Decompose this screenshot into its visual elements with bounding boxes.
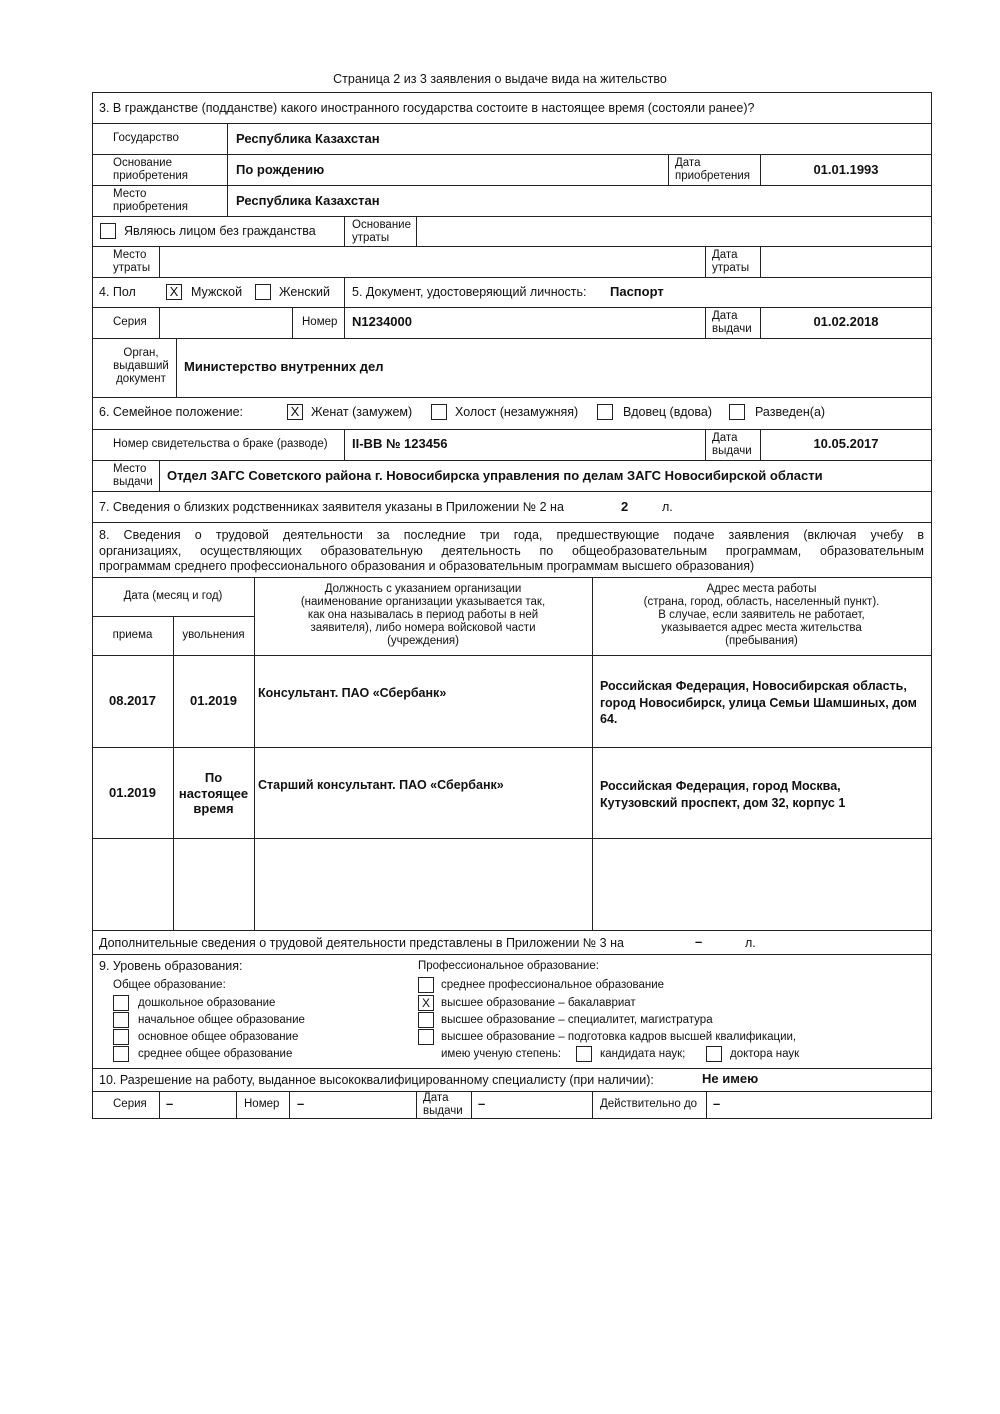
hline <box>92 338 932 339</box>
vline <box>705 429 706 460</box>
permit-valid-label: Действительно до <box>600 1098 698 1110</box>
issuer-value[interactable]: Министерство внутренних дел <box>184 359 384 374</box>
hline <box>92 429 932 430</box>
row1-leave[interactable]: 01.2019 <box>190 693 237 708</box>
vline <box>236 1091 237 1118</box>
education-label: 9. Уровень образования: <box>99 959 243 973</box>
hline <box>92 491 932 492</box>
candidate-checkbox[interactable] <box>576 1046 592 1062</box>
permit-date-label: Дата выдачи <box>423 1092 463 1117</box>
number-label: Номер <box>302 316 338 328</box>
basis-value[interactable]: По рождению <box>236 162 325 177</box>
preschool-checkbox[interactable] <box>113 995 129 1011</box>
series-label: Серия <box>113 316 147 328</box>
primary-checkbox[interactable] <box>113 1012 129 1028</box>
row2-address[interactable] <box>600 778 845 811</box>
permit-value[interactable]: Не имею <box>702 1071 759 1086</box>
cert-place-value[interactable]: Отдел ЗАГС Советского района г. Новосибирска управления по делам ЗАГС Новосибирской области <box>167 468 823 483</box>
cert-place-label: Место выдачи <box>113 463 153 488</box>
hline <box>92 460 932 461</box>
cert-date-value[interactable]: 10.05.2017 <box>813 436 879 451</box>
divorced-label: Разведен(а) <box>755 405 826 419</box>
permit-valid-value[interactable]: – <box>713 1096 721 1111</box>
work-intro-line-3: программам среднего профессионального образования и образовательным программам высшего образования) <box>99 559 755 573</box>
address-header-line: (пребывания) <box>725 635 798 647</box>
vline <box>344 307 345 338</box>
professional-education-label: Профессиональное образование: <box>418 960 599 972</box>
hline <box>92 747 932 748</box>
loss-basis-label: Основание утраты <box>352 219 411 244</box>
hline <box>92 154 932 155</box>
candidate-label: кандидата наук; <box>600 1048 686 1060</box>
vline <box>344 216 345 246</box>
address-header-line: (страна, город, область, населенный пункт). <box>643 596 880 608</box>
hline <box>92 577 932 578</box>
row1-hire[interactable]: 08.2017 <box>109 693 156 708</box>
vline <box>176 338 177 397</box>
vline <box>292 307 293 338</box>
stateless-label: Являюсь лицом без гражданства <box>124 224 316 238</box>
widowed-checkbox[interactable] <box>597 404 613 420</box>
additional-work-count[interactable]: – <box>695 934 703 949</box>
work-intro-line-2: организациях, осуществляющих образовательную деятельность по общеобразовательным программам, образовательным <box>99 544 924 558</box>
row2-address-line: Российская Федерация, город Москва, <box>600 779 841 793</box>
number-value[interactable]: N1234000 <box>352 314 412 329</box>
vline <box>344 277 345 307</box>
hline <box>92 397 932 398</box>
row1-address[interactable] <box>600 678 917 728</box>
hline <box>92 655 932 656</box>
relatives-text: 7. Сведения о близких родственниках заявителя указаны в Приложении № 2 на <box>99 500 564 514</box>
place-acquisition-label: Место приобретения <box>113 188 188 213</box>
gender-label: 4. Пол <box>99 285 136 299</box>
bachelor-label: высшее образование – бакалавриат <box>441 997 636 1009</box>
bachelor-checkbox[interactable]: X <box>418 995 434 1011</box>
basic-label: основное общее образование <box>138 1031 299 1043</box>
doctor-checkbox[interactable] <box>706 1046 722 1062</box>
vline <box>159 460 160 491</box>
position-header <box>254 583 592 648</box>
relatives-unit: л. <box>662 500 673 514</box>
hline <box>92 246 932 247</box>
issue-date-value[interactable]: 01.02.2018 <box>813 314 879 329</box>
widowed-label: Вдовец (вдова) <box>623 405 713 419</box>
hline <box>92 123 932 124</box>
position-header-line: (учреждения) <box>387 635 459 647</box>
vline <box>592 1091 593 1118</box>
address-header-line: В случае, если заявитель не работает, <box>658 609 865 621</box>
permit-series-label: Серия <box>113 1098 147 1110</box>
citizenship-question: 3. В гражданстве (подданстве) какого иностранного государства состоите в настоящее время (состояли ранее)? <box>99 101 755 115</box>
secondary-checkbox[interactable] <box>113 1046 129 1062</box>
vline <box>471 1091 472 1118</box>
permit-number-label: Номер <box>244 1098 280 1110</box>
postgraduate-checkbox[interactable] <box>418 1029 434 1045</box>
vline <box>760 246 761 277</box>
row2-leave-line: настоящее <box>178 785 249 801</box>
loss-place-label: Место утраты <box>113 249 151 274</box>
vocational-checkbox[interactable] <box>418 977 434 993</box>
degree-label: имею ученую степень: <box>441 1048 562 1060</box>
married-label: Женат (замужем) <box>311 405 413 419</box>
vline <box>705 246 706 277</box>
male-checkbox[interactable]: X <box>166 284 182 300</box>
issue-date-label: Дата выдачи <box>712 310 752 335</box>
position-header-line: заявителя), либо номера войсковой части <box>310 622 536 634</box>
address-header <box>592 583 931 648</box>
row2-hire[interactable]: 01.2019 <box>109 785 156 800</box>
marriage-cert-label: Номер свидетельства о браке (разводе) <box>113 438 328 450</box>
hline <box>92 930 932 931</box>
permit-date-value[interactable]: – <box>478 1096 486 1111</box>
row1-address-line: 64. <box>600 712 618 726</box>
cert-date-label: Дата выдачи <box>712 432 752 457</box>
hline <box>92 838 932 839</box>
additional-work-text: Дополнительные сведения о трудовой деятельности представлены в Приложении № 3 на <box>99 936 624 950</box>
leave-header: увольнения <box>182 629 245 641</box>
loss-date-label: Дата утраты <box>712 249 750 274</box>
hline <box>92 307 932 308</box>
position-header-line: (наименование организации указывается так, <box>300 596 546 608</box>
acquisition-date-label: Дата приобретения <box>675 157 750 182</box>
doctor-label: доктора наук <box>730 1048 800 1060</box>
row2-leave-line: По <box>204 770 223 785</box>
hline <box>92 92 932 93</box>
female-label: Женский <box>279 285 330 299</box>
permit-number-value[interactable]: – <box>297 1096 305 1111</box>
place-acquisition-value[interactable]: Республика Казахстан <box>236 193 380 208</box>
vline <box>706 1091 707 1118</box>
row1-address-line: город Новосибирск, улица Семьи Шамшиных, дом <box>600 695 917 710</box>
basic-checkbox[interactable] <box>113 1029 129 1045</box>
marriage-cert-value[interactable]: II-BB № 123456 <box>352 436 448 451</box>
vline <box>159 307 160 338</box>
hline <box>92 216 932 217</box>
single-checkbox[interactable] <box>431 404 447 420</box>
row2-leave[interactable] <box>173 770 254 817</box>
additional-work-unit: л. <box>745 936 756 950</box>
vline <box>668 154 669 185</box>
single-label: Холост (незамужняя) <box>455 405 579 419</box>
vline <box>159 1091 160 1118</box>
vline <box>705 307 706 338</box>
basis-label: Основание приобретения <box>113 157 188 182</box>
secondary-label: среднее общее образование <box>138 1048 293 1060</box>
identity-doc-value[interactable]: Паспорт <box>610 284 664 299</box>
row1-position[interactable]: Консультант. ПАО «Сбербанк» <box>258 686 447 700</box>
address-header-line: Адрес места работы <box>706 583 817 595</box>
male-label: Мужской <box>191 285 243 299</box>
work-intro-line-1: 8. Сведения о трудовой деятельности за последние три года, предшествующие подаче заявления (включая учебу в <box>99 528 924 542</box>
hline <box>92 1118 932 1119</box>
acquisition-date-value[interactable]: 01.01.1993 <box>813 162 879 177</box>
hline <box>92 522 932 523</box>
specialist-checkbox[interactable] <box>418 1012 434 1028</box>
specialist-label: высшее образование – специалитет, магистратура <box>441 1014 713 1026</box>
permit-series-value[interactable]: – <box>166 1096 174 1111</box>
address-header-line: указывается адрес места жительства <box>661 622 862 634</box>
row1-address-line: Российская Федерация, Новосибирская область, <box>600 679 907 693</box>
identity-doc-label: 5. Документ, удостоверяющий личность: <box>352 285 587 299</box>
vline <box>159 246 160 277</box>
vline <box>416 1091 417 1118</box>
hline <box>92 954 932 955</box>
female-checkbox[interactable] <box>255 284 271 300</box>
postgraduate-label: высшее образование – подготовка кадров высшей квалификации, <box>441 1031 797 1043</box>
vline <box>344 429 345 460</box>
row2-position[interactable]: Старший консультант. ПАО «Сбербанк» <box>258 778 504 792</box>
general-education-label: Общее образование: <box>113 979 226 991</box>
vocational-label: среднее профессиональное образование <box>441 979 665 991</box>
hline <box>92 277 932 278</box>
position-header-line: Должность с указанием организации <box>324 583 522 595</box>
hline <box>92 1068 932 1069</box>
stateless-checkbox[interactable] <box>100 223 116 239</box>
permit-label: 10. Разрешение на работу, выданное высококвалифицированному специалисту (при наличии): <box>99 1073 654 1087</box>
vline <box>289 1091 290 1118</box>
hline <box>92 185 932 186</box>
married-checkbox[interactable]: X <box>287 404 303 420</box>
date-header: Дата (месяц и год) <box>123 590 223 602</box>
row2-leave-line: время <box>193 801 234 816</box>
vline <box>416 216 417 246</box>
divorced-checkbox[interactable] <box>729 404 745 420</box>
relatives-count[interactable]: 2 <box>621 499 629 514</box>
row2-address-line: Кутузовский проспект, дом 32, корпус 1 <box>600 795 846 810</box>
marital-label: 6. Семейное положение: <box>99 405 244 419</box>
hline <box>92 1091 932 1092</box>
page-header: Страница 2 из 3 заявления о выдаче вида на жительство <box>333 72 667 86</box>
position-header-line: как она называлась в период работы в ней <box>307 609 539 621</box>
primary-label: начальное общее образование <box>138 1014 305 1026</box>
preschool-label: дошкольное образование <box>138 997 276 1009</box>
hire-header: приема <box>112 629 153 641</box>
state-value[interactable]: Республика Казахстан <box>236 131 380 146</box>
issuer-label: Орган, выдавший документ <box>113 347 169 385</box>
state-label: Государство <box>113 132 179 144</box>
vline <box>227 123 228 216</box>
